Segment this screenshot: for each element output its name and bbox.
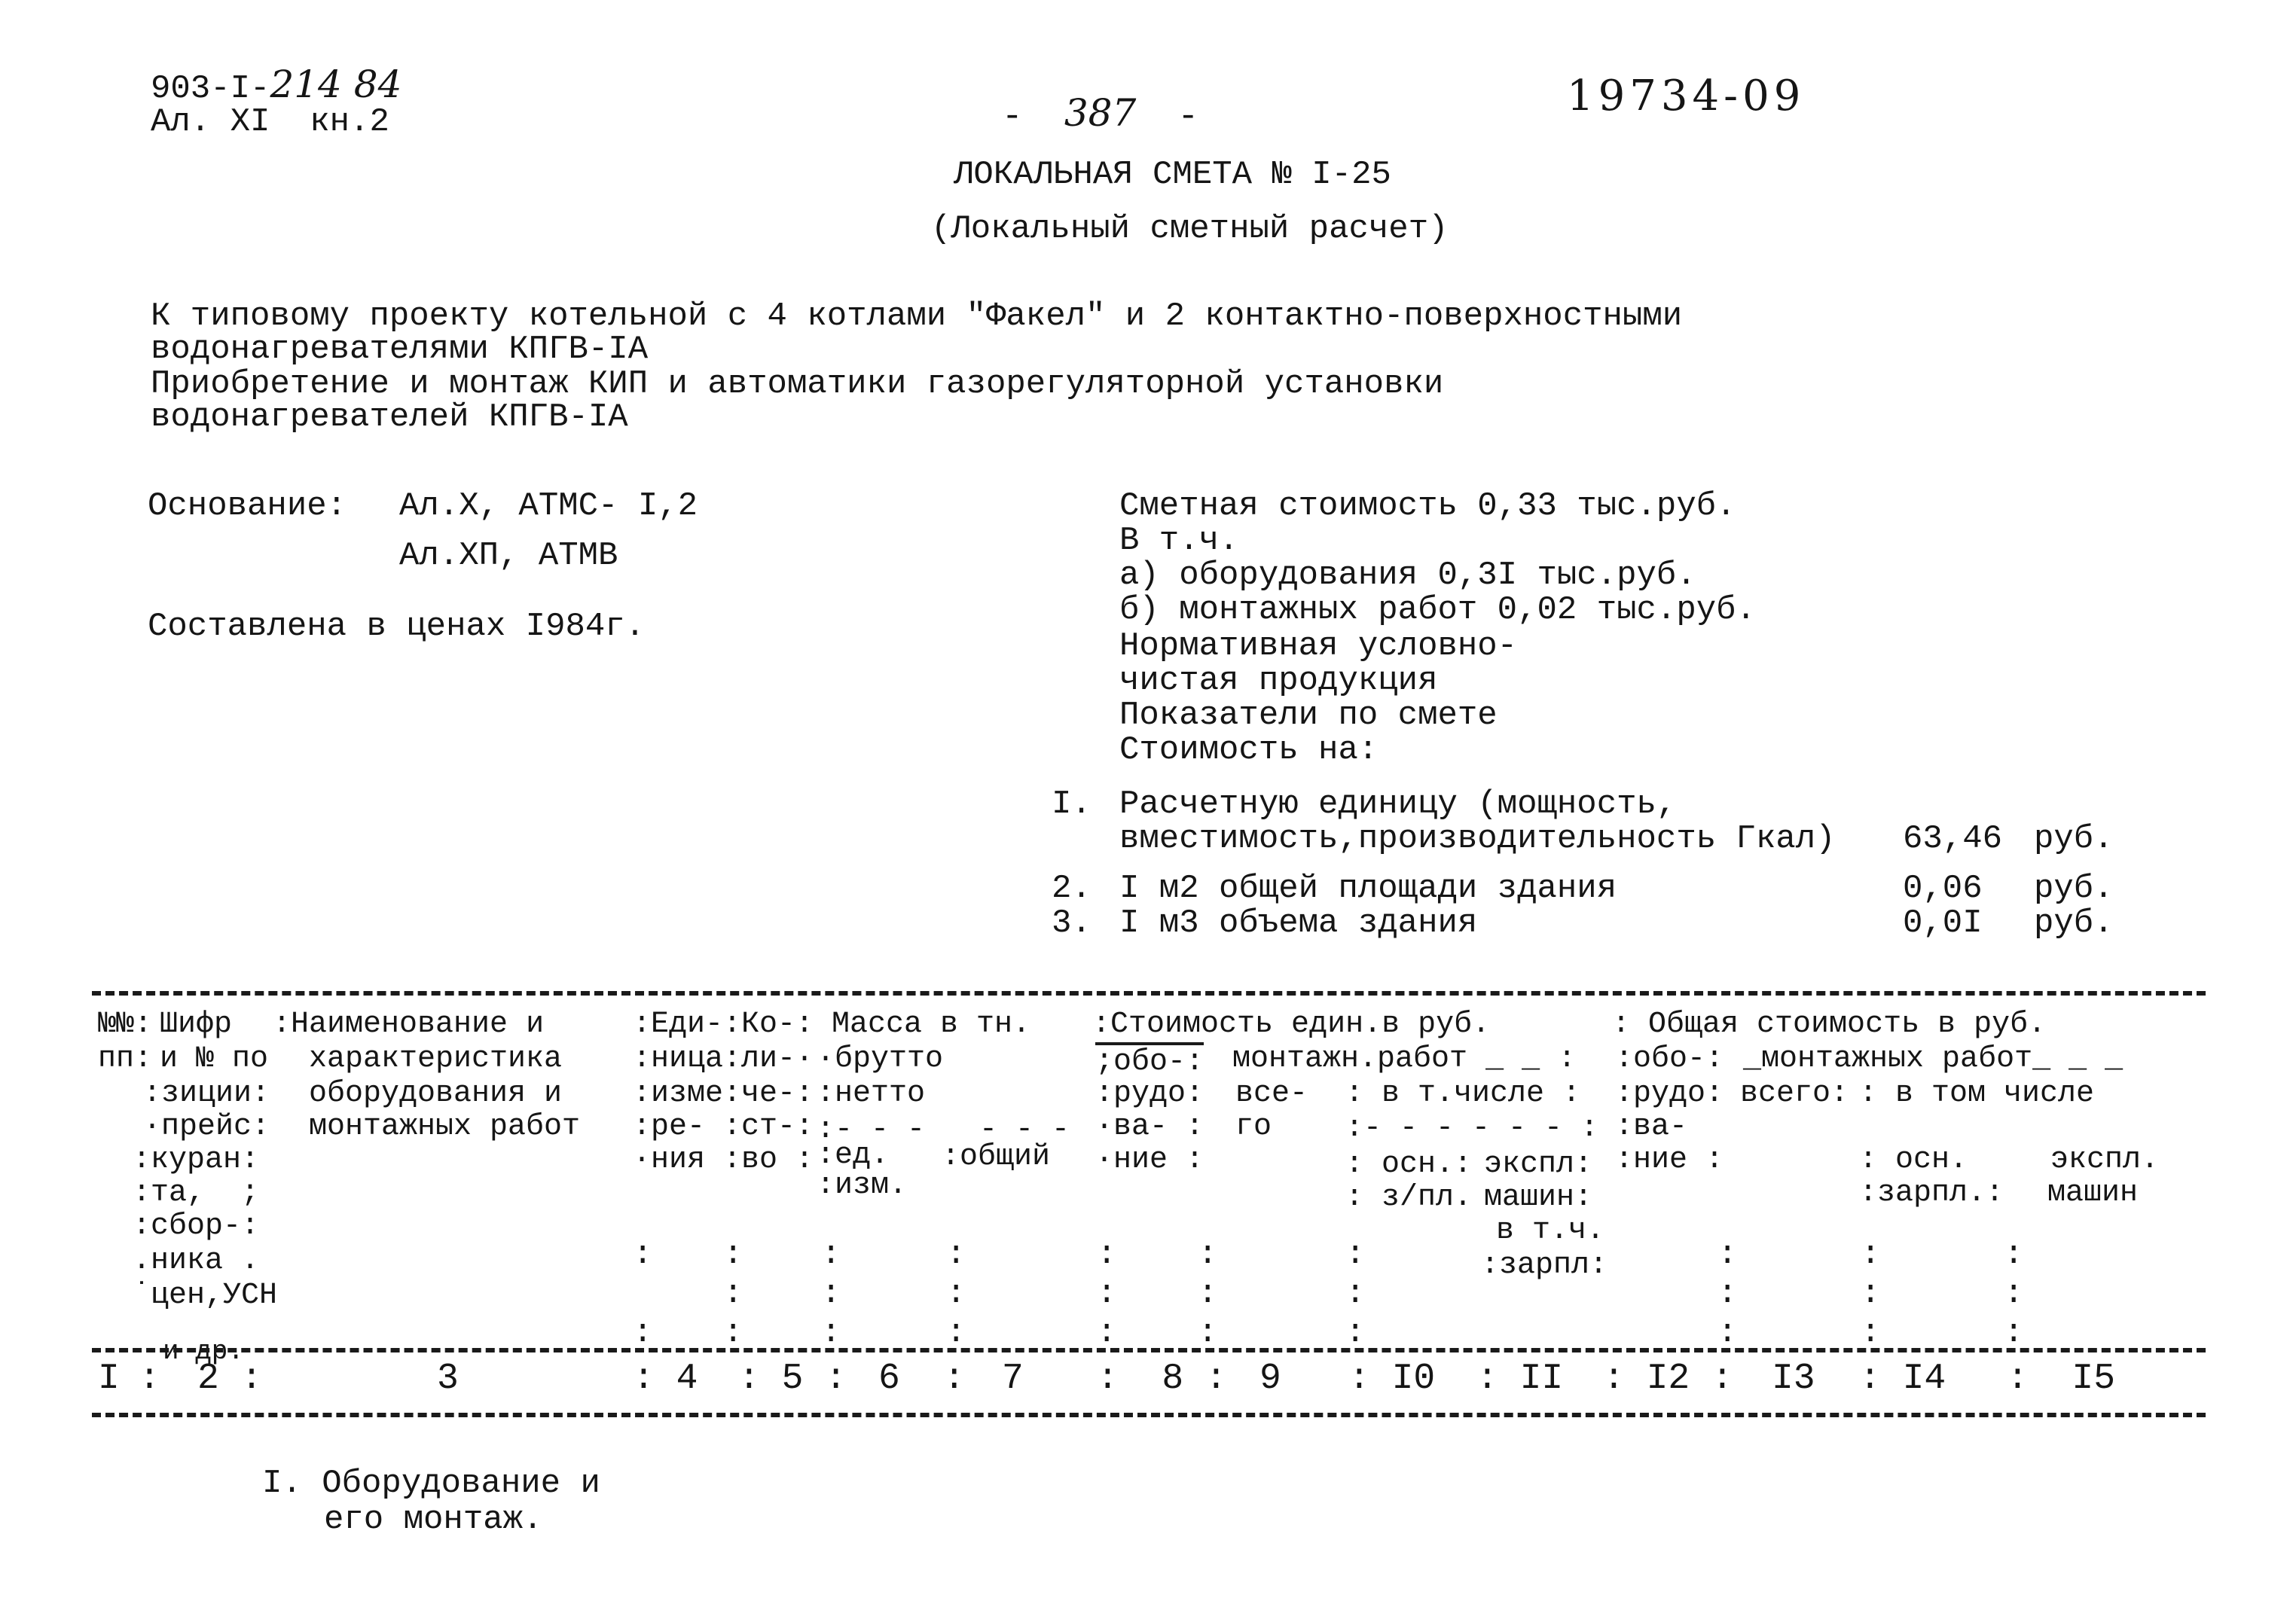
table-header-rule (92, 1348, 2206, 1352)
col-unit-cost-equip-1: ;обо-: (1095, 1042, 1204, 1080)
col-code-line-6: :та, ; (133, 1176, 260, 1210)
col-qty-line-5: :во : (723, 1143, 814, 1177)
col-total-cost-incl: : в том числе (1859, 1077, 2095, 1111)
col-number-8: : 8 : (1097, 1359, 1227, 1399)
col-number-5: : 5 : (738, 1359, 847, 1399)
col-name-line-2: характеристика (309, 1042, 563, 1076)
col-code-line-3: :зиции: (143, 1077, 270, 1111)
col-sep-9: : : : (1198, 1236, 1218, 1352)
col-qty-line-1: :Ко-: (723, 1008, 814, 1041)
col-number-14: : I4 (1859, 1359, 1946, 1399)
col-num-label-1: №№: (98, 1008, 153, 1041)
col-name-line-1: :Наименование и (273, 1008, 545, 1041)
col-number-15: : I5 (2007, 1359, 2116, 1399)
page-number: - 387 - (1002, 91, 1199, 136)
col-unit-cost-head: :Стоимость един.в руб. (1092, 1008, 1491, 1041)
col-code-line-8: .ника . (133, 1244, 260, 1278)
col-mass-total: :общий (942, 1140, 1051, 1174)
summary-line-6: чистая продукция (1119, 662, 1438, 700)
basis-label: Основание: (148, 487, 347, 525)
col-number-7: 7 (1002, 1359, 1024, 1399)
col-unit-cost-mach-3: в т.ч. (1496, 1214, 1605, 1248)
album-ref: Ал. XI кн.2 (151, 103, 389, 141)
description-line-1: К типовому проекту котельной с 4 котлами "Факел" и 2 контактно-поверхностными (151, 297, 1683, 335)
col-mass-netto: :нетто (817, 1077, 926, 1111)
col-unit-cost-total-2: го (1235, 1110, 1272, 1144)
table-bottom-rule (92, 1413, 2206, 1417)
col-total-cost-equip-3: :ва- (1615, 1110, 1688, 1144)
col-code-line-10: и др. (163, 1336, 245, 1367)
col-total-cost-install-head: _монтажных работ_ _ _ (1743, 1042, 2123, 1076)
col-number-12: : I2 : (1603, 1359, 1733, 1399)
indicator-2-text: I м2 общей площади здания (1119, 870, 1617, 907)
col-total-cost-head: : Общая стоимость в руб. (1612, 1008, 2047, 1041)
col-unit-cost-total-1: все- (1235, 1077, 1308, 1111)
col-unit-line-3: :изме (633, 1077, 724, 1111)
col-total-cost-mach-2: машин (2047, 1176, 2139, 1210)
summary-line-3: а) оборудования 0,3I тыс.руб. (1119, 557, 1696, 594)
col-sep-7: : : : (946, 1236, 966, 1352)
col-unit-cost-mach-1: экспл: (1484, 1148, 1593, 1182)
col-unit-line-4: :ре- (633, 1110, 706, 1144)
col-number-10: : I0 (1348, 1359, 1436, 1399)
col-code-line-5: :куран: (133, 1143, 260, 1177)
col-unit-cost-mach-4: :зарпл: (1481, 1249, 1608, 1282)
col-qty-line-3: :че-: (723, 1077, 814, 1111)
col-code-line-9: ˙цен,УСН (133, 1279, 278, 1313)
inventory-number: 19734-09 (1567, 72, 1806, 120)
doc-code (151, 63, 402, 108)
col-number-13: I3 (1772, 1359, 1815, 1399)
col-number-1: I (98, 1359, 120, 1399)
col-unit-cost-wage-1: : осн.: (1345, 1148, 1473, 1182)
col-code-line-1: Шифр (160, 1008, 233, 1041)
col-qty-line-2: :ли-· (723, 1042, 814, 1076)
indicator-3-unit: руб. (2034, 904, 2114, 942)
col-unit-line-1: :Еди- (633, 1008, 724, 1041)
col-sep-8: : : : (1097, 1236, 1117, 1352)
col-total-cost-mach-1: экспл. (2050, 1143, 2160, 1177)
col-unit-cost-incl: : в т.числе : (1345, 1077, 1581, 1111)
col-mass-rule: :- - - - - - (817, 1113, 1070, 1147)
doc-code-handwritten: 214 84 (270, 63, 402, 106)
col-unit-cost-mach-2: машин: (1484, 1181, 1593, 1215)
col-code-line-7: :сбор-: (133, 1209, 260, 1243)
indicator-1-unit: руб. (2034, 820, 2114, 858)
col-total-cost-equip-1: :обо-: (1615, 1042, 1724, 1076)
col-unit-line-5: ·ния (633, 1143, 706, 1177)
indicator-3-value: 0,0I (1903, 904, 1983, 942)
col-name-line-3: оборудования и (309, 1077, 563, 1111)
col-unit-cost-equip-3: ·ва- : (1095, 1110, 1204, 1144)
col-sep-5: : : : (723, 1236, 743, 1352)
col-unit-cost-equip-2: :рудо: (1095, 1077, 1204, 1111)
col-sep-13: : : : (1717, 1236, 1738, 1352)
col-unit-cost-wage-2: : з/пл. (1345, 1181, 1473, 1215)
col-number-2: 2 : (197, 1359, 263, 1399)
col-unit-cost-equip-4: ·ние : (1095, 1143, 1204, 1177)
summary-line-4: б) монтажных работ 0,02 тыс.руб. (1119, 591, 1756, 629)
col-mass-head: Масса в тн. (832, 1008, 1031, 1041)
summary-line-1: Сметная стоимость 0,33 тыс.руб. (1119, 487, 1736, 525)
col-mass-unit-1: :ед. (817, 1139, 890, 1173)
col-unit-cost-install-head: монтажн.работ _ _ : (1232, 1042, 1577, 1076)
col-mass-brutto: ·брутто (817, 1042, 944, 1076)
basis-line-1: Ал.X, АТМС- I,2 (399, 487, 698, 525)
doc-code-prefix: 903-I- (151, 70, 270, 108)
col-qty-line-4: :ст-: (723, 1110, 814, 1144)
description-line-4: водонагревателей КПГВ-IА (151, 398, 628, 436)
indicator-3-text: I м3 объема здания (1119, 904, 1478, 942)
summary-line-8: Стоимость на: (1119, 731, 1379, 769)
indicator-1-value: 63,46 (1903, 820, 2003, 858)
col-code-line-4: ·прейс: (143, 1110, 270, 1144)
indicator-3-num: 3. (1052, 904, 1092, 942)
col-unit-cost-incl-rule: :- - - - - - : (1345, 1112, 1599, 1145)
indicator-2-num: 2. (1052, 870, 1092, 907)
doc-title: ЛОКАЛЬНАЯ СМЕТА № I-25 (954, 156, 1391, 194)
col-sep-14: : : : (1861, 1236, 1881, 1352)
col-number-3: 3 (437, 1359, 459, 1399)
description-line-2: водонагревателями КПГВ-IА (151, 331, 649, 368)
basis-line-2: Ал.XП, АТМВ (399, 537, 618, 575)
col-num-label-2: пп: (98, 1042, 153, 1076)
summary-line-5: Нормативная условно- (1119, 627, 1518, 665)
col-sep-4: : : (633, 1236, 653, 1352)
col-total-cost-wage-1: : осн. (1859, 1143, 1968, 1177)
col-total-cost-wage-2: :зарпл.: (1859, 1176, 2004, 1210)
col-total-cost-equip-4: :ние : (1615, 1143, 1724, 1177)
description-line-3: Приобретение и монтаж КИП и автоматики газорегуляторной установки (151, 365, 1444, 403)
summary-line-2: В т.ч. (1119, 522, 1239, 560)
col-number-11: : II (1476, 1359, 1564, 1399)
col-number-9: 9 (1259, 1359, 1281, 1399)
indicator-2-unit: руб. (2034, 870, 2114, 907)
indicator-1-num: I. (1052, 785, 1092, 823)
summary-line-7: Показатели по смете (1119, 697, 1498, 734)
col-code-line-2: и № по (160, 1042, 269, 1076)
col-sep-6: : : : (821, 1236, 841, 1352)
col-name-line-4: монтажных работ (309, 1110, 581, 1144)
col-mass-unit-2: :изм. (817, 1169, 908, 1203)
col-number-4: : 4 (633, 1359, 698, 1399)
col-total-cost-total: всего: (1740, 1077, 1849, 1111)
col-total-cost-equip-2: :рудо: (1615, 1077, 1724, 1111)
col-unit-line-2: :ница (633, 1042, 724, 1076)
table-top-rule (92, 991, 2206, 996)
indicator-1-text-2: вместимость,производительность Гкал) (1119, 820, 1836, 858)
indicator-1-text: Расчетную единицу (мощность, (1119, 785, 1677, 823)
col-number-sep: : (139, 1359, 160, 1399)
section-title-1: I. Оборудование и (262, 1465, 600, 1502)
compiled-prices: Составлена в ценах I984г. (148, 608, 646, 645)
section-title-2: его монтаж. (324, 1501, 543, 1538)
doc-subtitle: (Локальный сметный расчет) (931, 210, 1449, 248)
col-sep-10: : : : (1345, 1236, 1366, 1352)
col-number-6: 6 : (878, 1359, 966, 1399)
col-sep-15: : : : (2004, 1236, 2024, 1352)
indicator-2-value: 0,06 (1903, 870, 1983, 907)
